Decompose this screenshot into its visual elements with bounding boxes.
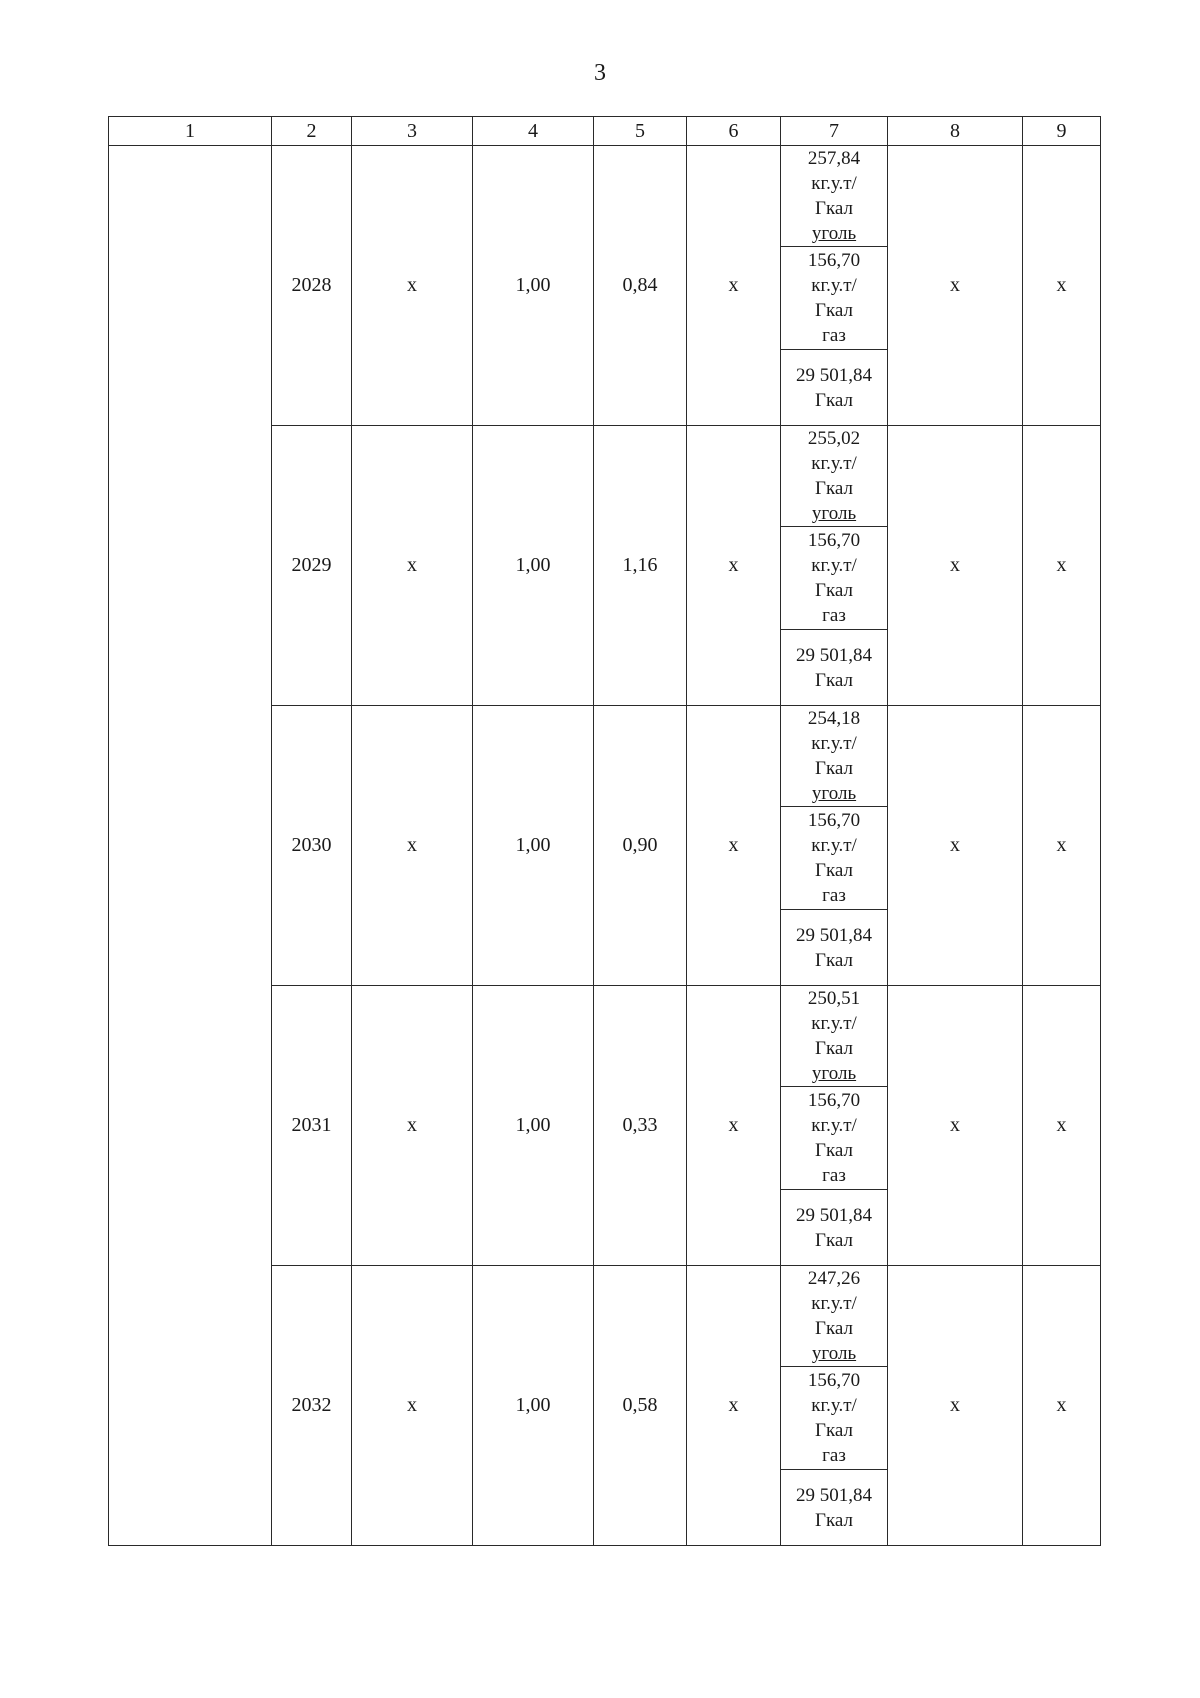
- col7-cell: [781, 1266, 888, 1546]
- col7-cell: [781, 986, 888, 1266]
- coal-consumption-line: уголь: [811, 1343, 857, 1364]
- col5-cell: 0,84: [594, 146, 687, 426]
- col8-cell: x: [888, 1266, 1023, 1546]
- heat-output-line: 29 501,84: [796, 1204, 872, 1226]
- year-cell: 2032: [272, 1266, 352, 1546]
- coal-consumption-line: Гкал: [814, 758, 853, 779]
- page-number: 3: [594, 60, 606, 86]
- col4-cell: 1,00: [473, 426, 594, 706]
- coal-consumption-line: уголь: [811, 223, 857, 244]
- coal-consumption-line: кг.у.т/: [811, 173, 857, 194]
- coal-consumption: [781, 426, 887, 527]
- first-column-cell: [109, 146, 272, 1546]
- gas-consumption-line: 156,70: [807, 250, 861, 271]
- coal-consumption: [781, 1266, 887, 1367]
- coal-consumption-line: 257,84: [807, 148, 861, 169]
- header-row: [109, 117, 1101, 146]
- header-cell: 1: [109, 117, 272, 146]
- gas-consumption-line: Гкал: [814, 860, 853, 881]
- col6-cell: x: [687, 706, 781, 986]
- col3-cell: x: [352, 706, 473, 986]
- coal-consumption-line: Гкал: [814, 198, 853, 219]
- heat-output-line: 29 501,84: [796, 364, 872, 386]
- col9-cell: x: [1023, 1266, 1101, 1546]
- col6-cell: x: [687, 146, 781, 426]
- coal-consumption-line: Гкал: [814, 478, 853, 499]
- col9-cell: x: [1023, 146, 1101, 426]
- header-cell: 3: [352, 117, 473, 146]
- coal-consumption-line: кг.у.т/: [811, 453, 857, 474]
- gas-consumption-line: кг.у.т/: [811, 1395, 857, 1416]
- gas-consumption-line: кг.у.т/: [811, 835, 857, 856]
- table-row: [109, 146, 1101, 426]
- col8-cell: x: [888, 146, 1023, 426]
- col7-cell: [781, 146, 888, 426]
- gas-consumption-line: Гкал: [814, 1420, 853, 1441]
- coal-consumption-line: 255,02: [807, 428, 861, 449]
- gas-consumption: [781, 527, 887, 630]
- coal-consumption-line: кг.у.т/: [811, 1293, 857, 1314]
- gas-consumption-line: Гкал: [814, 1140, 853, 1161]
- gas-consumption-line: газ: [822, 1165, 846, 1186]
- col8-cell: x: [888, 426, 1023, 706]
- gas-consumption-line: газ: [822, 325, 846, 346]
- year-cell: 2028: [272, 146, 352, 426]
- gas-consumption-line: Гкал: [814, 580, 853, 601]
- col3-cell: x: [352, 986, 473, 1266]
- heat-output-line: Гкал: [814, 949, 853, 971]
- gas-consumption-line: 156,70: [807, 530, 861, 551]
- gas-consumption-line: Гкал: [814, 300, 853, 321]
- header-cell: 5: [594, 117, 687, 146]
- coal-consumption: [781, 146, 887, 247]
- heat-output-line: Гкал: [814, 389, 853, 411]
- col7-cell: [781, 426, 888, 706]
- col7-stack: [781, 986, 887, 1265]
- col9-cell: x: [1023, 986, 1101, 1266]
- coal-consumption: [781, 706, 887, 807]
- gas-consumption-line: газ: [822, 885, 846, 906]
- col3-cell: x: [352, 426, 473, 706]
- col4-cell: 1,00: [473, 146, 594, 426]
- col6-cell: x: [687, 1266, 781, 1546]
- heat-output: [781, 1470, 887, 1545]
- heat-output: [781, 910, 887, 985]
- header-cell: 2: [272, 117, 352, 146]
- heat-output-line: 29 501,84: [796, 644, 872, 666]
- gas-consumption: [781, 1367, 887, 1470]
- gas-consumption-line: кг.у.т/: [811, 275, 857, 296]
- coal-consumption-line: уголь: [811, 783, 857, 804]
- col5-cell: 0,58: [594, 1266, 687, 1546]
- coal-consumption-line: кг.у.т/: [811, 1013, 857, 1034]
- heat-output: [781, 350, 887, 425]
- col3-cell: x: [352, 146, 473, 426]
- gas-consumption-line: 156,70: [807, 1370, 861, 1391]
- header-cell: 7: [781, 117, 888, 146]
- heat-output-line: Гкал: [814, 669, 853, 691]
- col4-cell: 1,00: [473, 1266, 594, 1546]
- gas-consumption: [781, 247, 887, 350]
- col7-stack: [781, 706, 887, 985]
- gas-consumption-line: кг.у.т/: [811, 555, 857, 576]
- heat-output-line: Гкал: [814, 1229, 853, 1251]
- col5-cell: 0,33: [594, 986, 687, 1266]
- gas-consumption: [781, 1087, 887, 1190]
- col8-cell: x: [888, 706, 1023, 986]
- col5-cell: 1,16: [594, 426, 687, 706]
- col4-cell: 1,00: [473, 986, 594, 1266]
- heat-output-line: 29 501,84: [796, 924, 872, 946]
- col7-stack: [781, 426, 887, 705]
- coal-consumption-line: 250,51: [807, 988, 861, 1009]
- gas-consumption-line: газ: [822, 605, 846, 626]
- coal-consumption-line: Гкал: [814, 1038, 853, 1059]
- coal-consumption-line: кг.у.т/: [811, 733, 857, 754]
- header-cell: 6: [687, 117, 781, 146]
- heat-output-line: 29 501,84: [796, 1484, 872, 1506]
- coal-consumption-line: 254,18: [807, 708, 861, 729]
- year-cell: 2031: [272, 986, 352, 1266]
- col6-cell: x: [687, 426, 781, 706]
- coal-consumption-line: уголь: [811, 503, 857, 524]
- gas-consumption: [781, 807, 887, 910]
- gas-consumption-line: газ: [822, 1445, 846, 1466]
- heat-output: [781, 1190, 887, 1265]
- data-table: [108, 116, 1101, 1546]
- coal-consumption: [781, 986, 887, 1087]
- coal-consumption-line: Гкал: [814, 1318, 853, 1339]
- col7-stack: [781, 1266, 887, 1545]
- gas-consumption-line: кг.у.т/: [811, 1115, 857, 1136]
- heat-output-line: Гкал: [814, 1509, 853, 1531]
- col9-cell: x: [1023, 706, 1101, 986]
- header-cell: 9: [1023, 117, 1101, 146]
- header-cell: 8: [888, 117, 1023, 146]
- col8-cell: x: [888, 986, 1023, 1266]
- heat-output: [781, 630, 887, 705]
- col4-cell: 1,00: [473, 706, 594, 986]
- col7-stack: [781, 146, 887, 425]
- year-cell: 2029: [272, 426, 352, 706]
- year-cell: 2030: [272, 706, 352, 986]
- col7-cell: [781, 706, 888, 986]
- col6-cell: x: [687, 986, 781, 1266]
- col5-cell: 0,90: [594, 706, 687, 986]
- header-cell: 4: [473, 117, 594, 146]
- coal-consumption-line: уголь: [811, 1063, 857, 1084]
- gas-consumption-line: 156,70: [807, 1090, 861, 1111]
- col3-cell: x: [352, 1266, 473, 1546]
- coal-consumption-line: 247,26: [807, 1268, 861, 1289]
- col9-cell: x: [1023, 426, 1101, 706]
- gas-consumption-line: 156,70: [807, 810, 861, 831]
